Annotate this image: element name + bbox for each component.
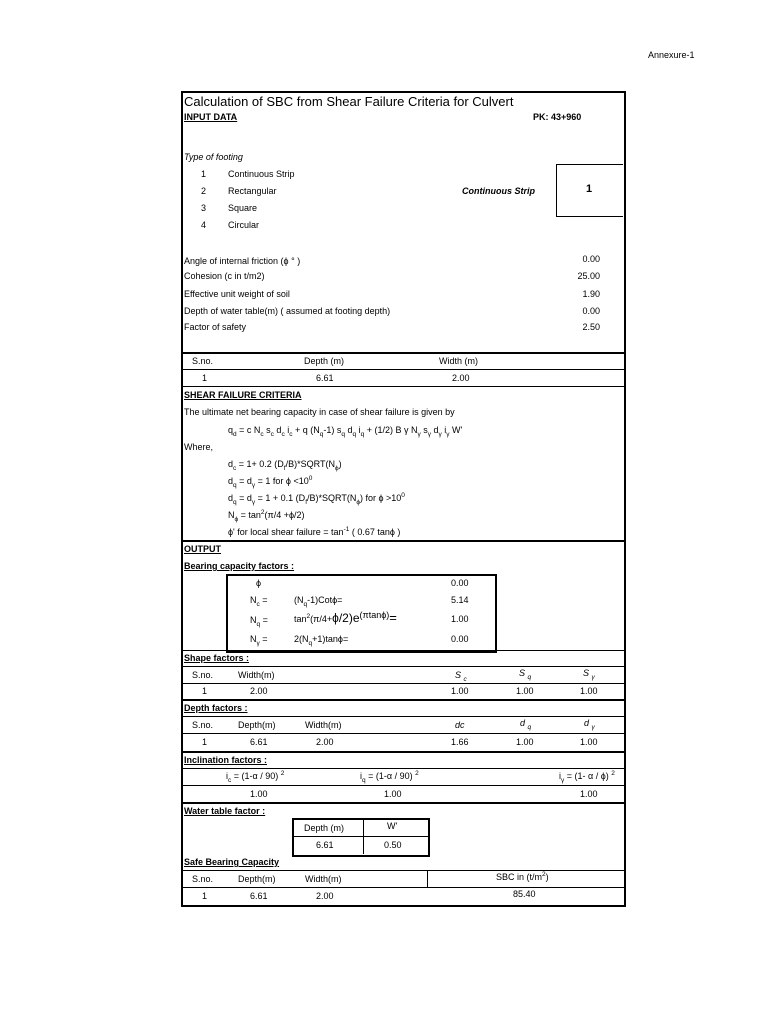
depth-header-width: Width(m) — [305, 720, 342, 730]
dims-header-depth: Depth (m) — [304, 356, 345, 366]
incl-value: 1.00 — [384, 789, 402, 799]
depth-cell: 6.61 — [250, 737, 268, 747]
param-value: 0.00 — [582, 306, 600, 316]
water-header-w: W' — [387, 821, 398, 831]
param-label: Angle of internal friction (ϕ ° ) — [184, 256, 301, 266]
nc-label: $N_c$ = — [250, 595, 268, 608]
dc-formula: $d_c = 1+ 0.2$ $(D_f/B)*SQRT(N_\phi)$ — [228, 459, 342, 472]
depth-cell: 1 — [202, 737, 208, 747]
dims-cell: 2.00 — [452, 373, 470, 383]
incl-value: 1.00 — [250, 789, 268, 799]
footing-type-num: 2 — [201, 186, 207, 196]
water-table-heading: Water table factor : — [184, 806, 266, 816]
ngamma-label: $N_\gamma$ = — [250, 634, 268, 647]
nq-value: 1.00 — [451, 614, 469, 624]
param-value: 1.90 — [582, 289, 600, 299]
depth-header-dq: d $_q$ — [520, 718, 532, 731]
sbc-header-value: SBC in $(t/m^2)$ — [496, 871, 549, 882]
depth-cell: 1.00 — [516, 737, 534, 747]
dq-formula-low-phi: $d_q = d_\gamma = 1$ for $\phi <10^0$ — [228, 475, 313, 489]
selected-footing-name: Continuous Strip — [462, 186, 535, 196]
depth-header-dgamma: d $_\gamma$ — [584, 718, 595, 731]
ic-formula: $i_c = (1-\alpha / 90)$ $^2$ — [226, 770, 285, 784]
nq-label: $N_q$ = — [250, 615, 268, 628]
ngamma-formula: $2(N_q+1)\tan\phi=$ — [294, 634, 349, 647]
nc-value: 5.14 — [451, 595, 469, 605]
footing-type-name: Continuous Strip — [228, 169, 295, 179]
dims-cell: 6.61 — [316, 373, 334, 383]
depth-header-depth: Depth(m) — [238, 720, 276, 730]
footing-type-num: 3 — [201, 203, 207, 213]
nphi-formula: $N_\phi = \tan^2(\pi/4 +\phi/2)$ — [228, 509, 305, 523]
dims-header-width: Width (m) — [439, 356, 478, 366]
dims-header-sno: S.no. — [192, 356, 214, 366]
shape-header-sno: S.no. — [192, 670, 214, 680]
footing-type-num: 1 — [201, 169, 207, 179]
sbc-header-sno: S.no. — [192, 874, 214, 884]
sbc-result-value: 85.40 — [513, 889, 536, 899]
sbc-cell: 6.61 — [250, 891, 268, 901]
shape-header-width: Width(m) — [238, 670, 275, 680]
dims-cell: 1 — [202, 373, 208, 383]
output-heading: OUTPUT — [184, 544, 221, 554]
depth-cell: 1.00 — [580, 737, 598, 747]
shape-header-sc: S $_c$ — [455, 670, 467, 683]
shape-cell: 1.00 — [516, 686, 534, 696]
depth-header-sno: S.no. — [192, 720, 214, 730]
param-label: Factor of safety — [184, 322, 247, 332]
shear-failure-heading: SHEAR FAILURE CRITERIA — [184, 390, 302, 400]
depth-header-dc: dc — [455, 720, 465, 730]
ngamma-value: 0.00 — [451, 634, 469, 644]
shape-header-sq: S $_q$ — [519, 668, 532, 681]
phi-value: 0.00 — [451, 578, 469, 588]
bearing-capacity-factors-heading: Bearing capacity factors : — [184, 561, 295, 571]
igamma-formula: $i_\gamma = (1-$ α / ϕ) $^2$ — [559, 770, 615, 784]
footing-type-num: 4 — [201, 220, 207, 230]
nc-formula: $(N_q-1)Cot\phi=$ — [294, 595, 343, 608]
selected-footing-number[interactable]: 1 — [586, 183, 593, 195]
sbc-cell: 1 — [202, 891, 208, 901]
footing-type-name: Rectangular — [228, 186, 277, 196]
shape-cell: 1.00 — [580, 686, 598, 696]
param-label: Depth of water table(m) ( assumed at footing depth) — [184, 306, 391, 316]
water-cell: 0.50 — [384, 840, 402, 850]
param-label: Effective unit weight of soil — [184, 289, 290, 299]
depth-cell: 1.66 — [451, 737, 469, 747]
depth-cell: 2.00 — [316, 737, 334, 747]
footing-type-name: Square — [228, 203, 258, 213]
type-of-footing-label: Type of footing — [184, 152, 243, 162]
sbc-heading: Safe Bearing Capacity — [184, 857, 280, 867]
inclination-factors-heading: Inclination factors : — [184, 755, 268, 765]
sbc-header-depth: Depth(m) — [238, 874, 276, 884]
footing-type-name: Circular — [228, 220, 260, 230]
param-value: 0.00 — [582, 254, 600, 264]
nq-formula: $\tan^2(\pi/4+\phi/2)e^{(\pi tan\phi)}=$ — [294, 610, 397, 625]
ultimate-capacity-formula: $q_d = c$ $N_c$ $s_c$ $d_c$ $i_c + q$ $(N_q-1)$ $s_q$ $d_q$ $i_q + (1/2)$ B γ $N_\gamma$ $s_\gamma$ $d_\gamma$ $i_\gamma$ W' — [228, 425, 463, 438]
water-header-depth: Depth (m) — [304, 823, 345, 833]
shape-factors-heading: Shape factors : — [184, 653, 250, 663]
param-label: Cohesion (c in t/m2) — [184, 271, 265, 281]
shape-cell: 1.00 — [451, 686, 469, 696]
annexure-label: Annexure-1 — [648, 50, 695, 60]
phi-symbol: ϕ — [256, 578, 262, 588]
pk-chainage: PK: 43+960 — [533, 112, 582, 122]
depth-factors-heading: Depth factors : — [184, 703, 248, 713]
where-label: Where, — [184, 442, 214, 452]
param-value: 2.50 — [582, 322, 600, 332]
shape-header-sgamma: S $_\gamma$ — [583, 668, 595, 681]
iq-formula: $i_q = (1-\alpha / 90)$ $^2$ — [360, 770, 419, 784]
param-value: 25.00 — [577, 271, 600, 281]
incl-value: 1.00 — [580, 789, 598, 799]
dq-formula-high-phi: $d_q = d_\gamma = 1 + 0.1$ $(D_f/B)*SQRT(N_\phi)$ for $\phi >10^0$ — [228, 492, 405, 506]
shape-cell: 2.00 — [250, 686, 268, 696]
input-data-heading: INPUT DATA — [184, 112, 238, 122]
page-title: Calculation of SBC from Shear Failure Criteria for Culvert — [184, 94, 514, 109]
water-cell: 6.61 — [316, 840, 334, 850]
shear-intro-text: The ultimate net bearing capacity in case of shear failure is given by — [184, 407, 455, 417]
sbc-header-width: Width(m) — [305, 874, 342, 884]
sbc-cell: 2.00 — [316, 891, 334, 901]
local-shear-formula: ϕ' for local shear failure = $\tan^{-1}$ ( 0.67 tanϕ ) — [228, 526, 401, 537]
shape-cell: 1 — [202, 686, 208, 696]
